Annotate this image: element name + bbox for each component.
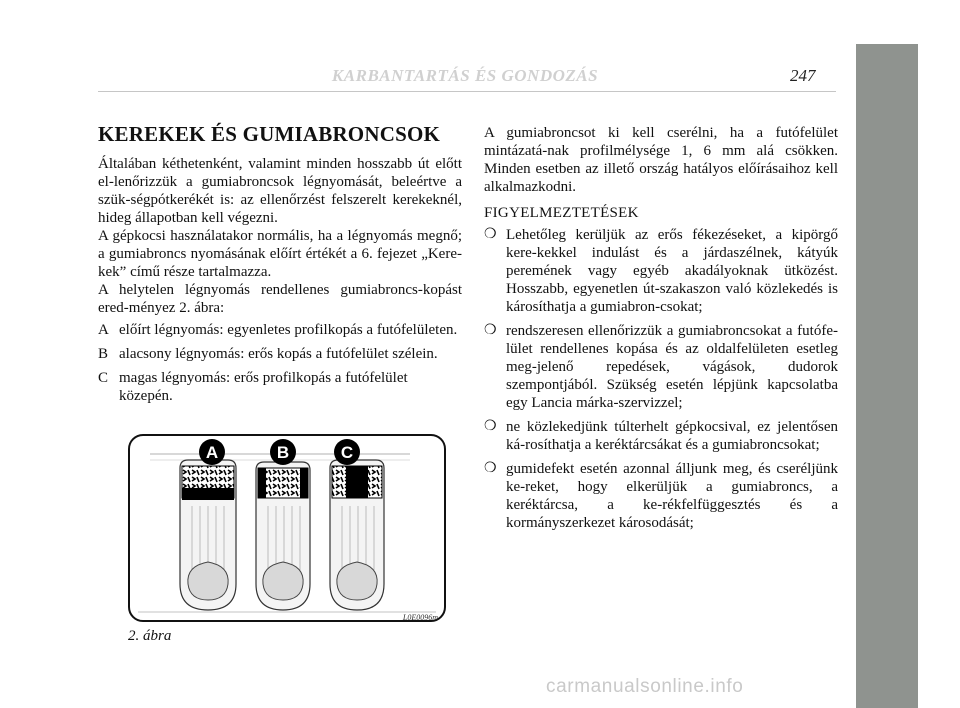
warning-item — [484, 322, 838, 412]
left-paragraph-3: A helytelen légnyomás rendellenes gumiabroncs-kopást ered-ményez 2. ábra: — [98, 282, 462, 316]
page-number: 247 — [790, 66, 816, 85]
right-column — [484, 124, 838, 538]
label-c: C — [340, 443, 354, 462]
circle-bullet-icon: ❍ — [484, 323, 497, 338]
legend-letter: B — [98, 346, 109, 362]
legend-letter: A — [98, 322, 109, 338]
legend-item-c — [98, 369, 462, 405]
figure-caption: 2. ábra — [128, 628, 172, 644]
left-column — [98, 155, 462, 411]
warning-text: rendszeresen ellenőrizzük a gumiabroncsokat a futófe-lület rendellenes kopása és az oldalfelületen esetleg meg-jelenő repedések, vágások, dudorok szempontjából. Szükség esetén lépjünk kapcsolatba egy Lancia márka-szervizzel; — [506, 323, 838, 411]
legend-item-a — [98, 321, 462, 339]
label-b: B — [276, 443, 290, 462]
circle-bullet-icon: ❍ — [484, 461, 497, 476]
warning-list — [484, 226, 838, 532]
label-a: A — [205, 443, 219, 462]
legend-text: magas légnyomás: erős profilkopás a futófelület közepén. — [119, 370, 408, 404]
warning-item — [484, 226, 838, 316]
tyre-c-illustration — [330, 460, 384, 610]
left-paragraph-1: Általában kéthetenként, valamint minden hosszabb út előtt el-lenőrizzük a gumiabroncsok légnyomását, beleértve a szük-ségpótkerékét is: az ellenőrzést felszerelt kerekeknél, hideg állapotban kell végezni. — [98, 156, 462, 226]
legend-text: alacsony légnyomás: erős kopás a futófelület szélein. — [119, 346, 438, 362]
tyre-a-illustration — [180, 460, 236, 610]
side-tab-bar — [856, 44, 918, 708]
left-paragraph-2: A gépkocsi használatakor normális, ha a légnyomás megnő; a gumiabroncs nyomásának előírt értékét a 6. fejezet „Kere-kek” című része tartalmazza. — [98, 228, 462, 280]
warning-heading: FIGYELMEZTETÉSEK — [484, 205, 639, 221]
figure-code: L0E0096m — [402, 613, 438, 622]
header-rule — [98, 91, 836, 92]
section-heading: KEREKEK ÉS GUMIABRONCSOK — [98, 122, 441, 146]
running-header-title: KARBANTARTÁS ÉS GONDOZÁS — [331, 66, 599, 85]
legend-letter: C — [98, 370, 109, 386]
right-intro-paragraph: A gumiabroncsot ki kell cserélni, ha a futófelület mintázatá-nak profilmélysége 1, 6 mm alá csökken. Minden esetben az illető ország hatályos előírásaihoz kell alkalmazkodni. — [484, 125, 838, 195]
warning-text: Lehetőleg kerüljük az erős fékezéseket, a kipörgő kere-kekkel indulást és a járdaszélnek, kátyúk peremének vagy egyéb akadályoknak ütközést. Hosszabb, egyenetlen út-szakaszon való közlekedés is károsíthatja a gumiabron-csokat; — [506, 227, 838, 315]
circle-bullet-icon: ❍ — [484, 227, 497, 242]
tyre-wear-figure — [128, 434, 446, 622]
tyre-b-illustration — [256, 462, 310, 610]
warning-text: gumidefekt esetén azonnal álljunk meg, és cseréljünk ke-reket, hogy elkerüljük a gumiabroncs, a keréktárcsa, a ke-rékfelfüggesztés és a kormányszerkezet károsodását; — [506, 461, 838, 531]
legend-text: előírt légnyomás: egyenletes profilkopás a futófelületen. — [119, 322, 458, 338]
circle-bullet-icon: ❍ — [484, 419, 497, 434]
warning-item — [484, 460, 838, 532]
tyre-wear-legend — [98, 321, 462, 405]
legend-item-b — [98, 345, 462, 363]
watermark: carmanualsonline.info — [546, 676, 744, 697]
warning-item — [484, 418, 838, 454]
warning-text: ne közlekedjünk túlterhelt gépkocsival, ez jelentősen ká-rosíthatja a keréktárcsákat és a gumiabroncsokat; — [506, 419, 838, 453]
